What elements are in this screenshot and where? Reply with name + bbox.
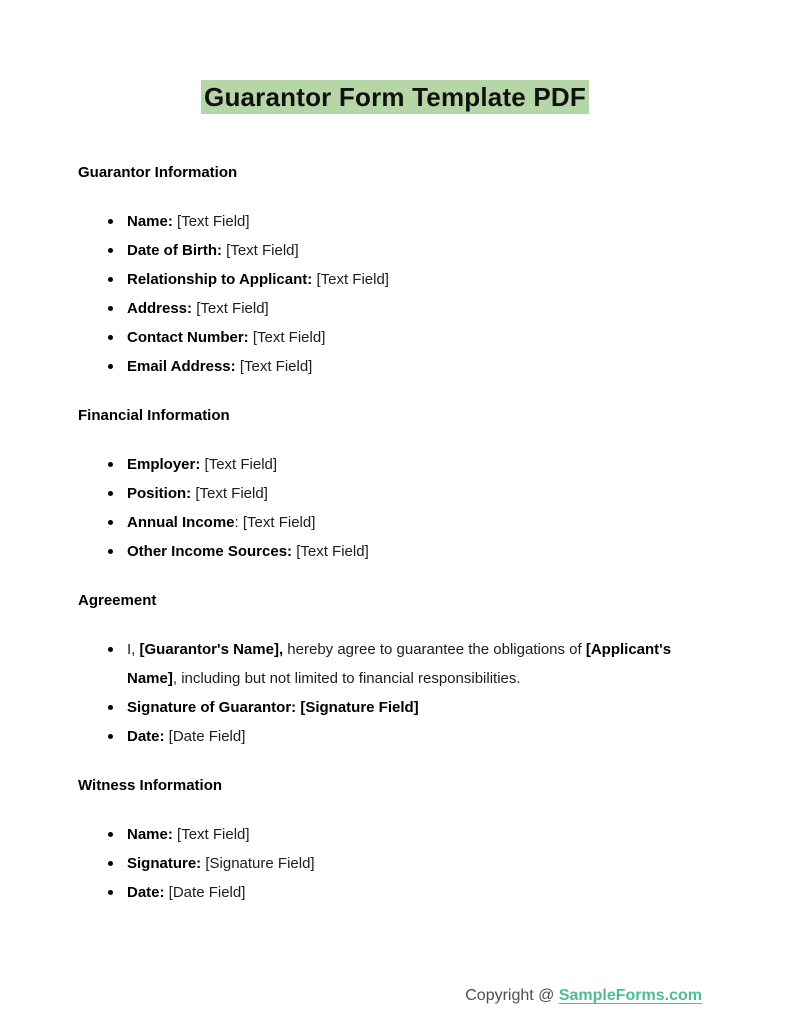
page-title <box>78 79 712 115</box>
field-placeholder: [Text Field] <box>172 826 250 843</box>
field-placeholder: I, <box>127 641 140 658</box>
field-placeholder: [Text Field] <box>172 213 250 230</box>
list-item <box>78 537 712 566</box>
form-section <box>78 771 712 907</box>
field-placeholder: [Text Field] <box>292 543 369 560</box>
field-label: Name: <box>127 826 173 843</box>
footer-copyright-text: Copyright @ <box>465 987 559 1004</box>
list-item <box>78 207 712 236</box>
bullet-list <box>78 207 712 381</box>
field-label: Contact Number: <box>127 329 249 346</box>
bullet-list <box>78 450 712 566</box>
field-placeholder: [Date Field] <box>164 884 246 901</box>
section-heading: Guarantor Information <box>78 164 238 181</box>
form-section <box>78 586 712 751</box>
footer <box>465 984 702 1008</box>
section-heading: Witness Information <box>78 777 223 794</box>
field-label: Date of Birth: <box>127 242 222 259</box>
footer-samplefomscom-link[interactable]: SampleForms.com <box>558 987 702 1004</box>
field-placeholder: [Text Field] <box>235 358 313 375</box>
field-placeholder: [Text Field] <box>312 271 389 288</box>
section-heading: Financial Information <box>78 407 230 424</box>
field-label: Position: <box>127 485 192 502</box>
list-item <box>78 352 712 381</box>
field-placeholder: [Text Field] <box>222 242 299 259</box>
list-item <box>78 450 712 479</box>
list-item <box>78 820 712 849</box>
field-label: Address: <box>127 300 193 317</box>
bullet-list <box>78 635 712 751</box>
field-label: Relationship to Applicant: <box>127 271 313 288</box>
list-item <box>78 722 712 751</box>
field-placeholder: hereby agree to guarantee the obligations of <box>283 641 586 658</box>
field-placeholder: : [Text Field] <box>234 514 316 531</box>
bullet-list <box>78 820 712 907</box>
sections-container <box>78 158 712 907</box>
field-label: Name: <box>127 213 173 230</box>
field-label: Signature: <box>127 855 202 872</box>
list-item <box>78 849 712 878</box>
list-item <box>78 693 712 722</box>
field-placeholder: [Text Field] <box>248 329 326 346</box>
field-label: [Guarantor's Name], <box>139 641 284 658</box>
field-label: Annual Income <box>127 514 235 531</box>
form-section <box>78 158 712 381</box>
list-item <box>78 508 712 537</box>
field-label: Signature of Guarantor: [Signature Field] <box>127 699 419 716</box>
form-section <box>78 401 712 566</box>
field-placeholder: [Text Field] <box>192 300 269 317</box>
field-label: Date: <box>127 884 165 901</box>
field-placeholder: [Date Field] <box>164 728 246 745</box>
field-label: Date: <box>127 728 165 745</box>
list-item <box>78 878 712 907</box>
field-label: Employer: <box>127 456 201 473</box>
page-title-highlight: Guarantor Form Template PDF <box>201 80 589 114</box>
list-item <box>78 236 712 265</box>
list-item <box>78 635 712 693</box>
field-label: Other Income Sources: <box>127 543 293 560</box>
field-placeholder: , including but not limited to financial responsibilities. <box>172 670 521 687</box>
list-item <box>78 323 712 352</box>
field-placeholder: [Text Field] <box>191 485 268 502</box>
section-heading: Agreement <box>78 592 157 609</box>
field-placeholder: [Text Field] <box>200 456 278 473</box>
field-label: [Applicant's Name] <box>127 641 672 687</box>
list-item <box>78 265 712 294</box>
field-label: Email Address: <box>127 358 236 375</box>
list-item <box>78 479 712 508</box>
field-placeholder: [Signature Field] <box>201 855 315 872</box>
list-item <box>78 294 712 323</box>
